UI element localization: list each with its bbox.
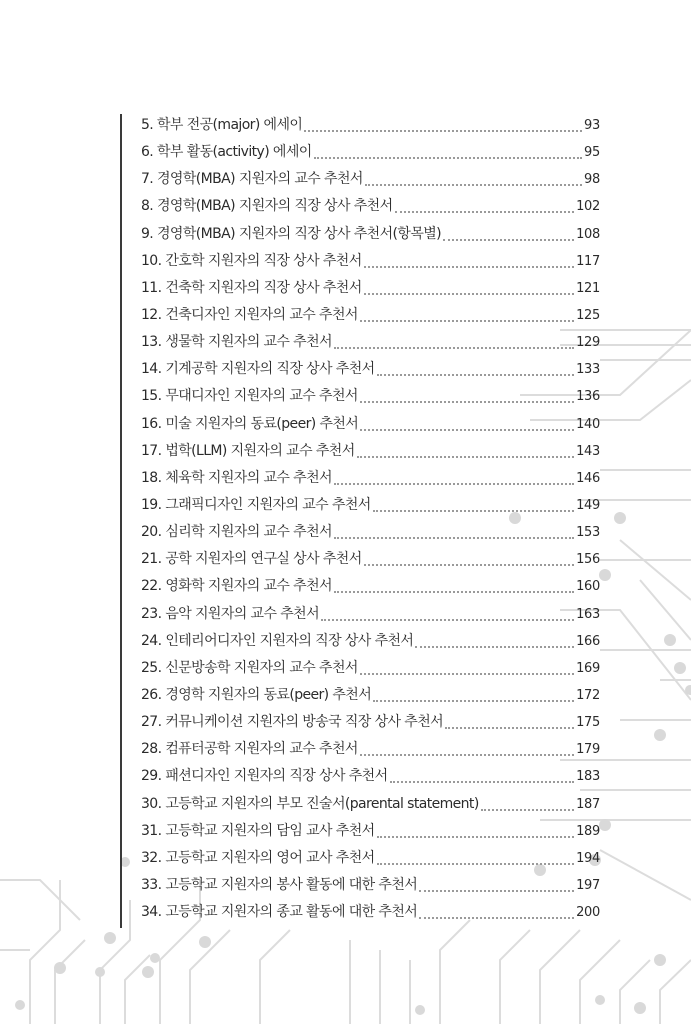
toc-leader-dots xyxy=(377,862,575,865)
toc-entry-title: 9. 경영학(MBA) 지원자의 직장 상사 추천서(항목별) xyxy=(141,225,442,242)
toc-entry-title: 21. 공학 지원자의 연구실 상사 추천서 xyxy=(141,551,362,568)
toc-entry-page-number: 143 xyxy=(576,443,600,459)
toc-leader-dots xyxy=(357,455,574,458)
toc-entry-page-number: 102 xyxy=(576,199,600,215)
toc-leader-dots xyxy=(334,590,574,593)
toc-entry[interactable] xyxy=(141,657,600,684)
toc-entry[interactable] xyxy=(141,358,600,385)
toc-entry-page-number: 166 xyxy=(576,633,600,649)
toc-entry[interactable] xyxy=(141,901,600,928)
toc-entry-page-number: 98 xyxy=(584,172,600,188)
toc-entry[interactable] xyxy=(141,521,600,548)
toc-leader-dots xyxy=(377,373,575,376)
toc-leader-dots xyxy=(364,265,574,268)
toc-leader-dots xyxy=(314,156,582,159)
toc-entry-title: 33. 고등학교 지원자의 봉사 활동에 대한 추천서 xyxy=(141,876,418,893)
toc-leader-dots xyxy=(360,672,574,675)
toc-leader-dots xyxy=(321,618,574,621)
toc-leader-dots xyxy=(443,238,574,241)
toc-leader-dots xyxy=(360,400,574,403)
toc-entry-page-number: 160 xyxy=(576,579,600,595)
toc-entry[interactable] xyxy=(141,874,600,901)
toc-entry-page-number: 108 xyxy=(576,226,600,242)
toc-entry-title: 5. 학부 전공(major) 에세이 xyxy=(141,117,303,133)
toc-entry-title: 28. 컴퓨터공학 지원자의 교수 추천서 xyxy=(141,741,358,758)
toc-entry[interactable] xyxy=(141,494,600,521)
toc-leader-dots xyxy=(415,645,574,648)
toc-entry-title: 6. 학부 활동(activity) 에세이 xyxy=(141,144,312,161)
toc-entry[interactable] xyxy=(141,114,600,141)
toc-entry-page-number: 95 xyxy=(584,145,600,161)
toc-entry-page-number: 136 xyxy=(576,389,600,405)
toc-entry-title: 14. 기계공학 지원자의 직장 상사 추천서 xyxy=(141,361,375,378)
toc-entry[interactable] xyxy=(141,793,600,820)
toc-entry-page-number: 189 xyxy=(576,823,600,839)
toc-entry[interactable] xyxy=(141,413,600,440)
toc-entry-title: 13. 생물학 지원자의 교수 추천서 xyxy=(141,334,332,351)
toc-entry-page-number: 140 xyxy=(576,416,600,432)
toc-entry[interactable] xyxy=(141,765,600,792)
toc-entry-page-number: 153 xyxy=(576,525,600,541)
toc-entry[interactable] xyxy=(141,738,600,765)
toc-entry-title: 32. 고등학교 지원자의 영어 교사 추천서 xyxy=(141,849,375,866)
toc-entry[interactable] xyxy=(141,223,600,250)
toc-entry-page-number: 187 xyxy=(576,796,600,812)
toc-entry-page-number: 117 xyxy=(576,253,600,269)
toc-entry-title: 11. 건축학 지원자의 직장 상사 추천서 xyxy=(141,279,362,296)
toc-leader-dots xyxy=(360,753,574,756)
toc-entry-title: 34. 고등학교 지원자의 종교 활동에 대한 추천서 xyxy=(141,904,418,921)
toc-entry-title: 23. 음악 지원자의 교수 추천서 xyxy=(141,605,320,622)
toc-entry-page-number: 197 xyxy=(576,877,600,893)
toc-leader-dots xyxy=(373,509,574,512)
toc-entry-page-number: 129 xyxy=(576,335,600,351)
toc-entry-page-number: 121 xyxy=(576,280,600,296)
toc-entry-title: 31. 고등학교 지원자의 담임 교사 추천서 xyxy=(141,822,375,839)
toc-entry-page-number: 169 xyxy=(576,660,600,676)
toc-leader-dots xyxy=(360,428,574,431)
toc-entry-title: 24. 인테리어디자인 지원자의 직장 상사 추천서 xyxy=(141,632,414,649)
toc-entry[interactable] xyxy=(141,630,600,657)
toc-leader-dots xyxy=(395,210,575,213)
toc-entry[interactable] xyxy=(141,548,600,575)
toc-entry-page-number: 149 xyxy=(576,497,600,513)
toc-entry-title: 22. 영화학 지원자의 교수 추천서 xyxy=(141,578,332,595)
toc-entry-page-number: 146 xyxy=(576,470,600,486)
toc-entry-page-number: 179 xyxy=(576,742,600,758)
toc-entry-title: 18. 체육학 지원자의 교수 추천서 xyxy=(141,469,332,486)
toc-entry-title: 7. 경영학(MBA) 지원자의 교수 추천서 xyxy=(141,171,363,188)
toc-leader-dots xyxy=(334,346,574,349)
toc-entry-title: 8. 경영학(MBA) 지원자의 직장 상사 추천서 xyxy=(141,198,393,215)
toc-entry-title: 16. 미술 지원자의 동료(peer) 추천서 xyxy=(141,415,359,432)
toc-leader-dots xyxy=(334,536,574,539)
toc-entry-page-number: 200 xyxy=(576,905,600,921)
toc-leader-dots xyxy=(390,780,575,783)
toc-entry-page-number: 183 xyxy=(576,769,600,785)
toc-entry-title: 12. 건축디자인 지원자의 교수 추천서 xyxy=(141,306,358,323)
toc-entry-title: 25. 신문방송학 지원자의 교수 추천서 xyxy=(141,659,358,676)
toc-entry[interactable] xyxy=(141,684,600,711)
toc-leader-dots xyxy=(364,292,574,295)
toc-entry-title: 27. 커뮤니케이션 지원자의 방송국 직장 상사 추천서 xyxy=(141,714,444,731)
toc-entry-page-number: 133 xyxy=(576,362,600,378)
toc-list xyxy=(122,114,600,928)
toc-entry-title: 30. 고등학교 지원자의 부모 진술서(parental statement) xyxy=(141,795,479,812)
toc-entry[interactable] xyxy=(141,820,600,847)
toc-leader-dots xyxy=(419,889,574,892)
toc-entry-page-number: 194 xyxy=(576,850,600,866)
toc-entry[interactable] xyxy=(141,195,600,222)
toc-entry[interactable] xyxy=(141,304,600,331)
toc-entry-title: 26. 경영학 지원자의 동료(peer) 추천서 xyxy=(141,686,372,703)
toc-leader-dots xyxy=(373,699,574,702)
toc-entry[interactable] xyxy=(141,440,600,467)
toc-entry[interactable] xyxy=(141,331,600,358)
toc-entry[interactable] xyxy=(141,711,600,738)
table-of-contents xyxy=(120,114,600,928)
toc-entry-page-number: 156 xyxy=(576,552,600,568)
toc-leader-dots xyxy=(365,183,582,186)
toc-leader-dots xyxy=(445,726,574,729)
toc-leader-dots xyxy=(364,563,574,566)
toc-leader-dots xyxy=(334,482,574,485)
toc-entry-title: 17. 법학(LLM) 지원자의 교수 추천서 xyxy=(141,442,355,459)
toc-entry-title: 15. 무대디자인 지원자의 교수 추천서 xyxy=(141,388,358,405)
toc-leader-dots xyxy=(360,319,574,322)
toc-entry[interactable] xyxy=(141,141,600,168)
toc-leader-dots xyxy=(377,835,575,838)
toc-entry[interactable] xyxy=(141,575,600,602)
toc-entry-page-number: 125 xyxy=(576,307,600,323)
toc-entry-page-number: 93 xyxy=(584,118,600,133)
toc-entry-title: 19. 그래픽디자인 지원자의 교수 추천서 xyxy=(141,496,371,513)
toc-entry[interactable] xyxy=(141,385,600,412)
toc-entry-page-number: 163 xyxy=(576,606,600,622)
toc-entry[interactable] xyxy=(141,847,600,874)
toc-entry[interactable] xyxy=(141,603,600,630)
toc-entry-title: 10. 간호학 지원자의 직장 상사 추천서 xyxy=(141,252,362,269)
toc-entry[interactable] xyxy=(141,168,600,195)
toc-entry-title: 20. 심리학 지원자의 교수 추천서 xyxy=(141,524,332,541)
toc-entry[interactable] xyxy=(141,250,600,277)
toc-leader-dots xyxy=(481,808,574,811)
toc-leader-dots xyxy=(304,129,582,132)
toc-entry[interactable] xyxy=(141,277,600,304)
toc-entry-page-number: 175 xyxy=(576,715,600,731)
toc-entry[interactable] xyxy=(141,467,600,494)
toc-leader-dots xyxy=(419,916,574,919)
toc-entry-page-number: 172 xyxy=(576,687,600,703)
toc-entry-title: 29. 패션디자인 지원자의 직장 상사 추천서 xyxy=(141,768,388,785)
